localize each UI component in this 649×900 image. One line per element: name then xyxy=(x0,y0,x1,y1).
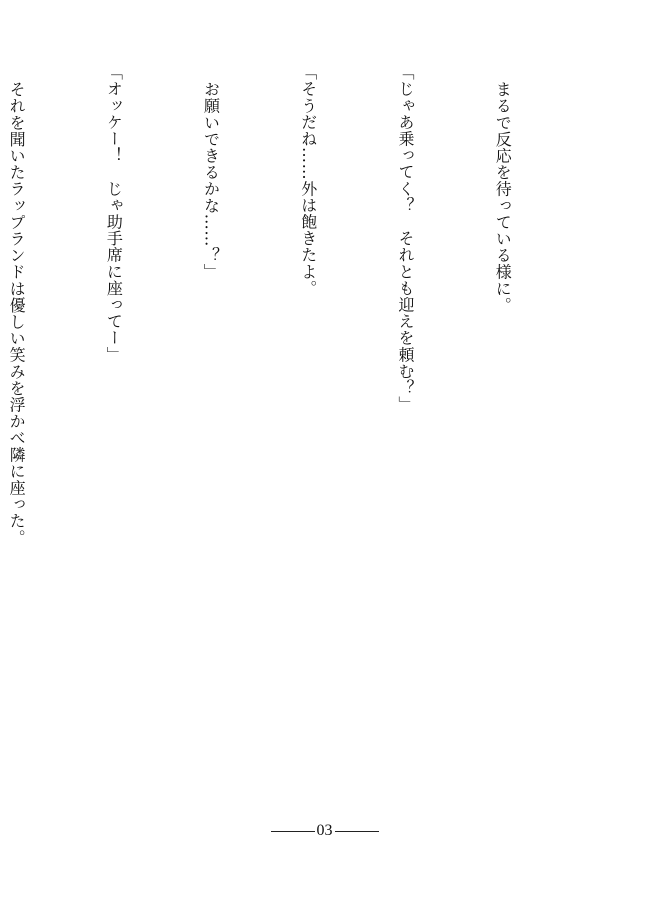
folio-dash-right xyxy=(335,831,379,832)
text-line-6: それを聞いたラップランドは優しい笑みを浮かべ隣に座った。 xyxy=(7,81,27,546)
text-line-1: まるで反応を待っている様に。 xyxy=(493,81,513,314)
page-number-text: 03 xyxy=(316,822,333,839)
text-line-2: 「じゃあ乗ってく？ それとも迎えを頼む？」 xyxy=(395,64,415,413)
vertical-text-block xyxy=(0,64,583,714)
text-line-4: お願いできるかな……？」 xyxy=(201,81,221,281)
text-line-5: 「オッケー！ じゃ助手席に座ってー」 xyxy=(104,64,124,363)
page-number xyxy=(0,822,649,840)
folio-dash-left xyxy=(271,831,315,832)
text-line-3: 「そうだね……外は飽きたよ。 xyxy=(298,64,318,297)
